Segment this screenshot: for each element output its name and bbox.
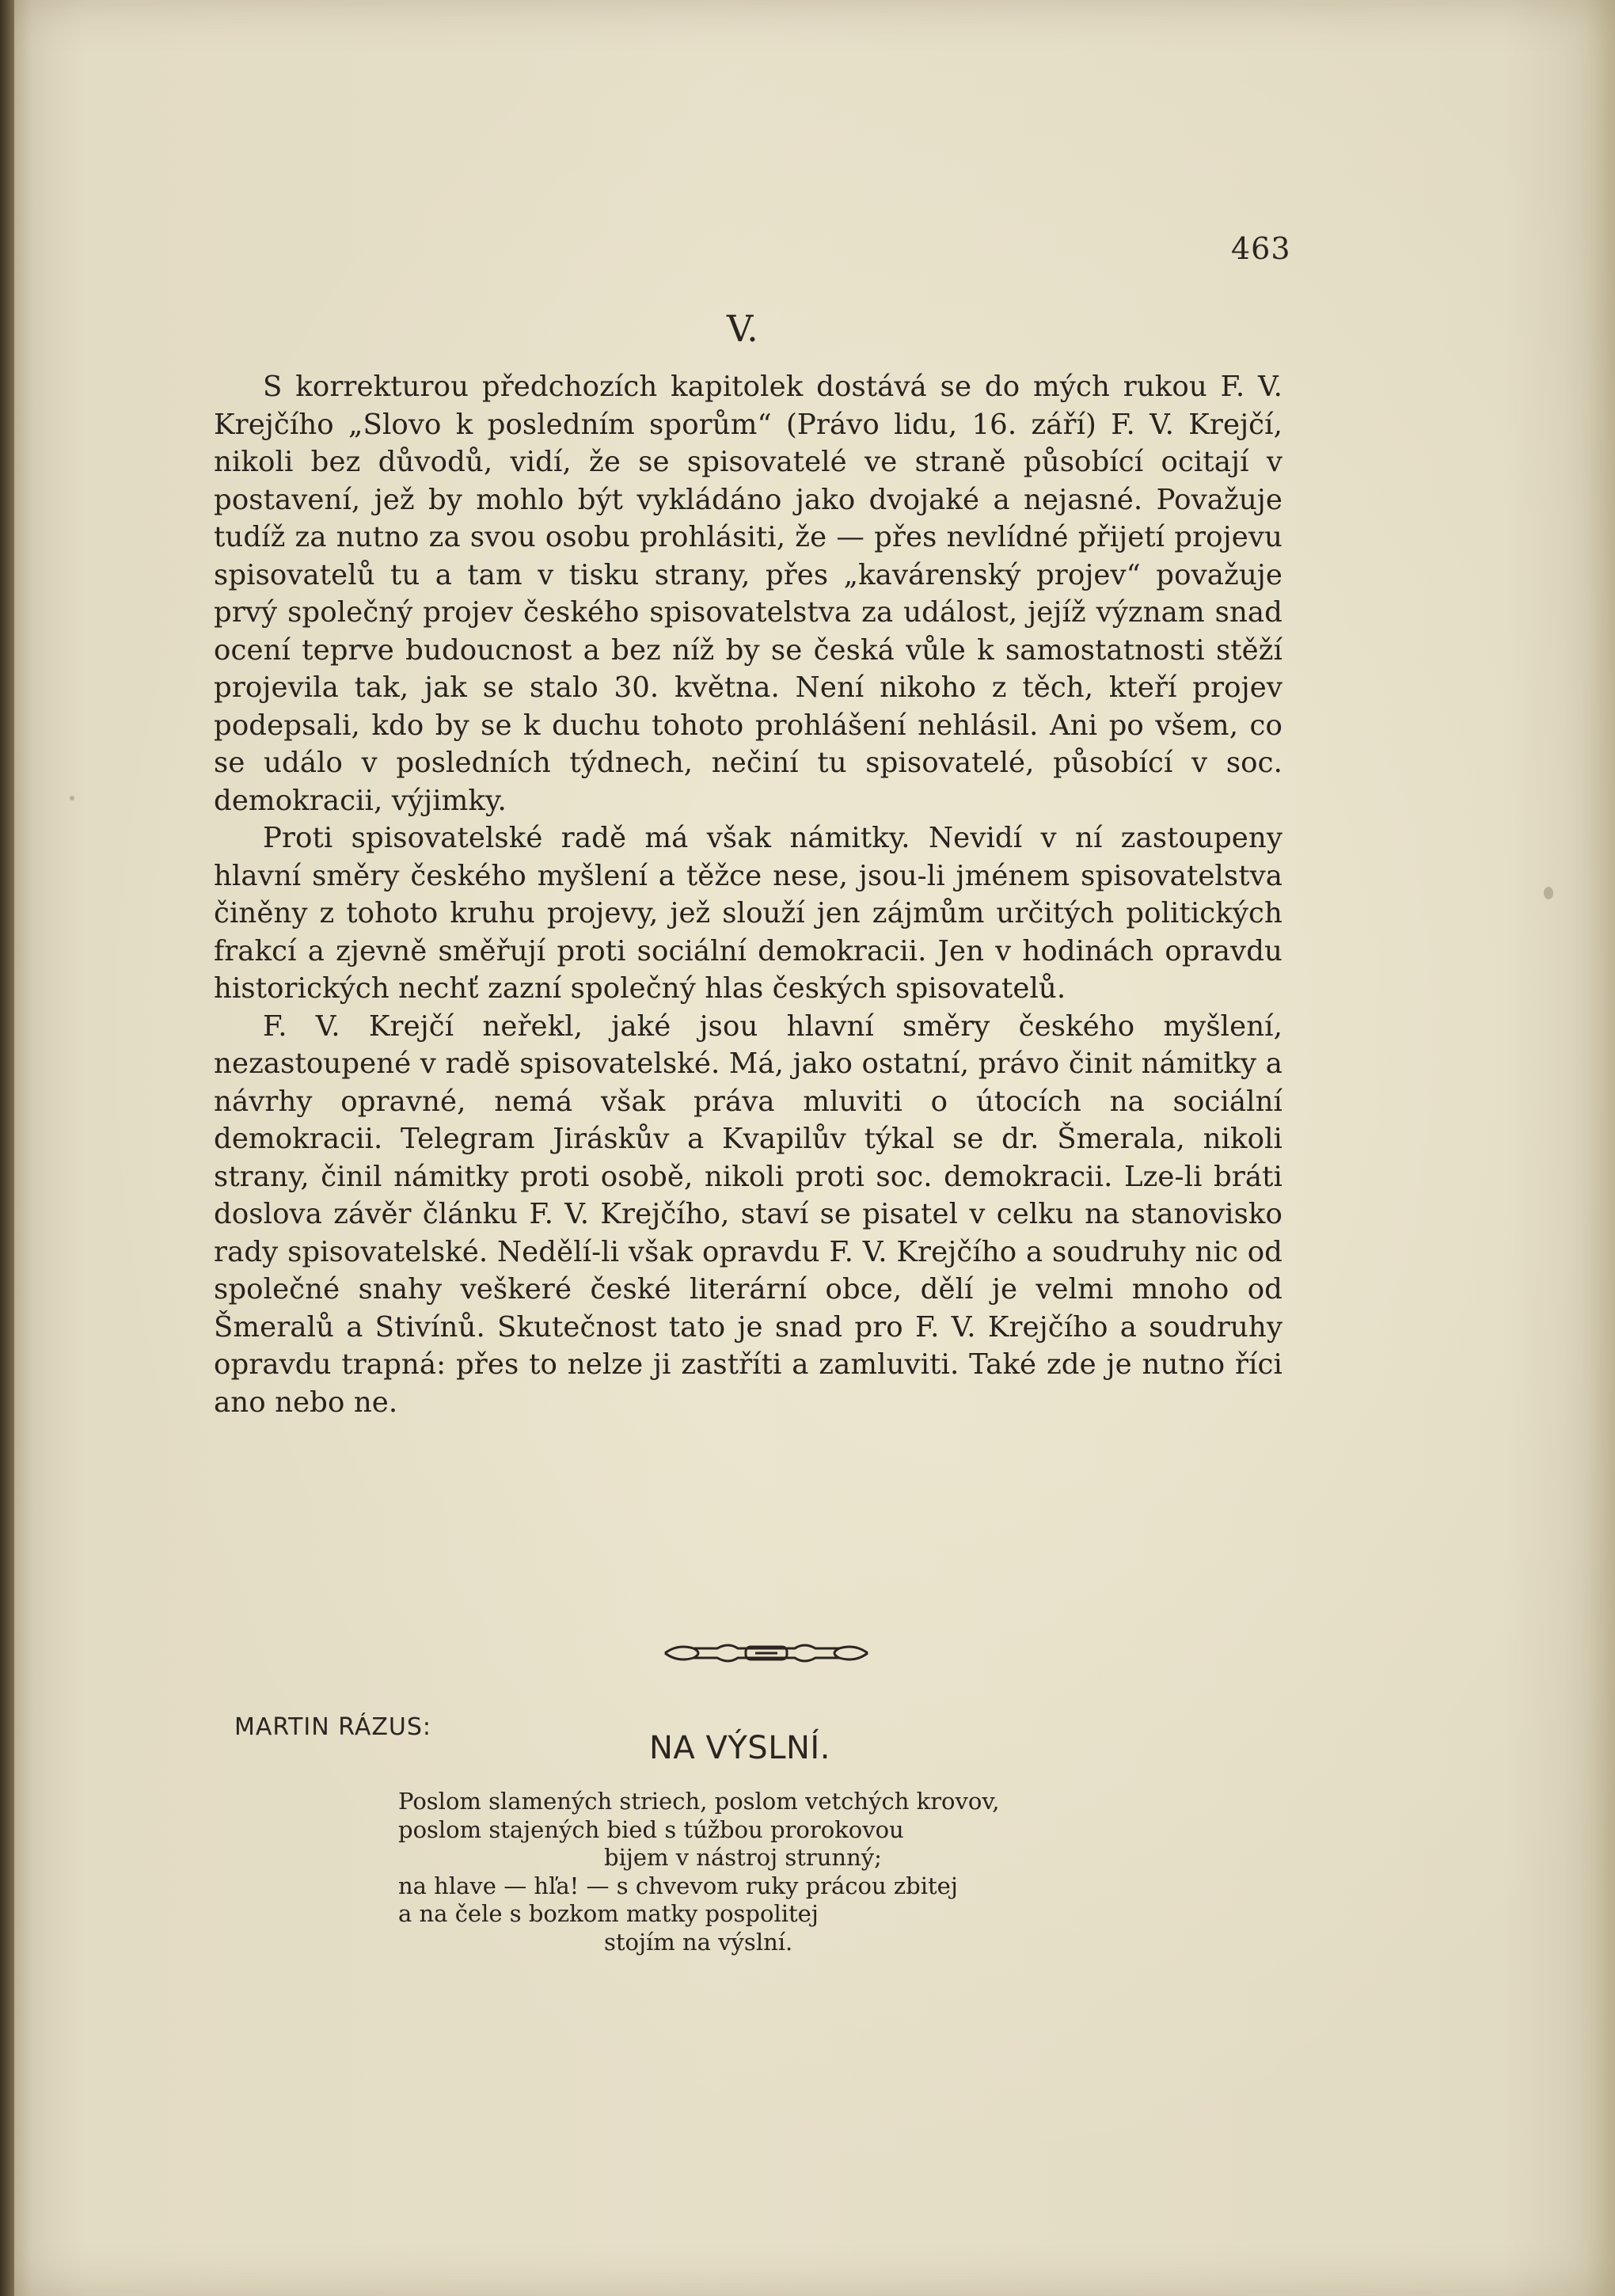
poem-author: MARTIN RÁZUS: (234, 1713, 432, 1741)
chapter-numeral: V. (727, 307, 758, 350)
book-spine-edge (0, 0, 14, 2296)
paper-spot (1544, 887, 1553, 899)
page-number: 463 (1231, 231, 1291, 266)
poem-line-6: stojím na výslní. (604, 1928, 793, 1956)
article-body (214, 368, 1282, 1421)
paragraph-1: S korrekturou předchozích kapitolek dostává se do mých rukou F. V. Krejčího „Slovo k posledním sporům“ (Právo lidu, 16. září) F. V. Krejčí, nikoli bez důvodů, vidí, že se spisovatelé ve straně působící ocitají v postavení, jež by mohlo být vykládáno jako dvojaké a nejasné. Považuje tudíž za nutno za svou osobu prohlásiti, že — přes nevlídné přijetí projevu spisovatelů tu a tam v tisku strany, přes „kavárenský projev“ považuje prvý společný projev českého spisovatelstva za událost, jejíž význam snad ocení teprve budoucnost a bez níž by se česká vůle k samostatnosti stěží projevila tak, jak se stalo 30. května. Není nikoho z těch, kteří projev podepsali, kdo by se k duchu tohoto prohlášení nehlásil. Ani po všem, co se událo v posledních týdnech, nečiní tu spisovatelé, působící v soc. demokracii, výjimky. (214, 371, 1282, 817)
poem-line-1: Poslom slamených striech, poslom vetchých krovov, (398, 1788, 1000, 1815)
poem-line-2: poslom stajených bied s túžbou prorokovou (398, 1815, 904, 1843)
scroll-ornament-icon (662, 1637, 871, 1669)
poem-stanza (398, 1788, 1229, 1956)
paper-spot (70, 796, 74, 800)
poem-line-4: na hlave — hľa! — s chvevom ruky prácou zbitej (398, 1872, 958, 1899)
paragraph-3: F. V. Krejčí neřekl, jaké jsou hlavní směry českého myšlení, nezastoupené v radě spisovatelské. Má, jako ostatní, právo činit námitky a návrhy opravné, nemá však práva mluviti o útocích na sociální demokracii. Telegram Jiráskův a Kvapilův týkal se dr. Šmerala, nikoli strany, činil námitky proti osobě, nikoli proti soc. demokracii. Lze-li bráti doslova závěr článku F. V. Krejčího, staví se pisatel v celku na stanovisko rady spisovatelské. Nedělí-li však opravdu F. V. Krejčího a soudruhy nic od společné snahy veškeré české literární obce, dělí je velmi mnoho od Šmeralů a Stivínů. Skutečnost tato je snad pro F. V. Krejčího a soudruhy opravdu trapná: přes to nelze ji zastříti a zamluviti. Také zde je nutno říci ano nebo ne. (214, 1009, 1282, 1419)
poem-line-3: bijem v nástroj strunný; (604, 1844, 882, 1871)
poem-title: NA VÝSLNÍ. (649, 1730, 830, 1766)
poem-line-5: a na čele s bozkom matky pospolitej (398, 1900, 819, 1927)
paragraph-2: Proti spisovatelské radě má však námitky. Nevidí v ní zastoupeny hlavní směry českého myšlení a těžce nese, jsou-li jménem spisovatelstva činěny z tohoto kruhu projevy, jež slouží jen zájmům určitých politických frakcí a zjevně směřují proti sociální demokracii. Jen v hodinách opravdu historických nechť zazní společný hlas českých spisovatelů. (214, 822, 1282, 1005)
